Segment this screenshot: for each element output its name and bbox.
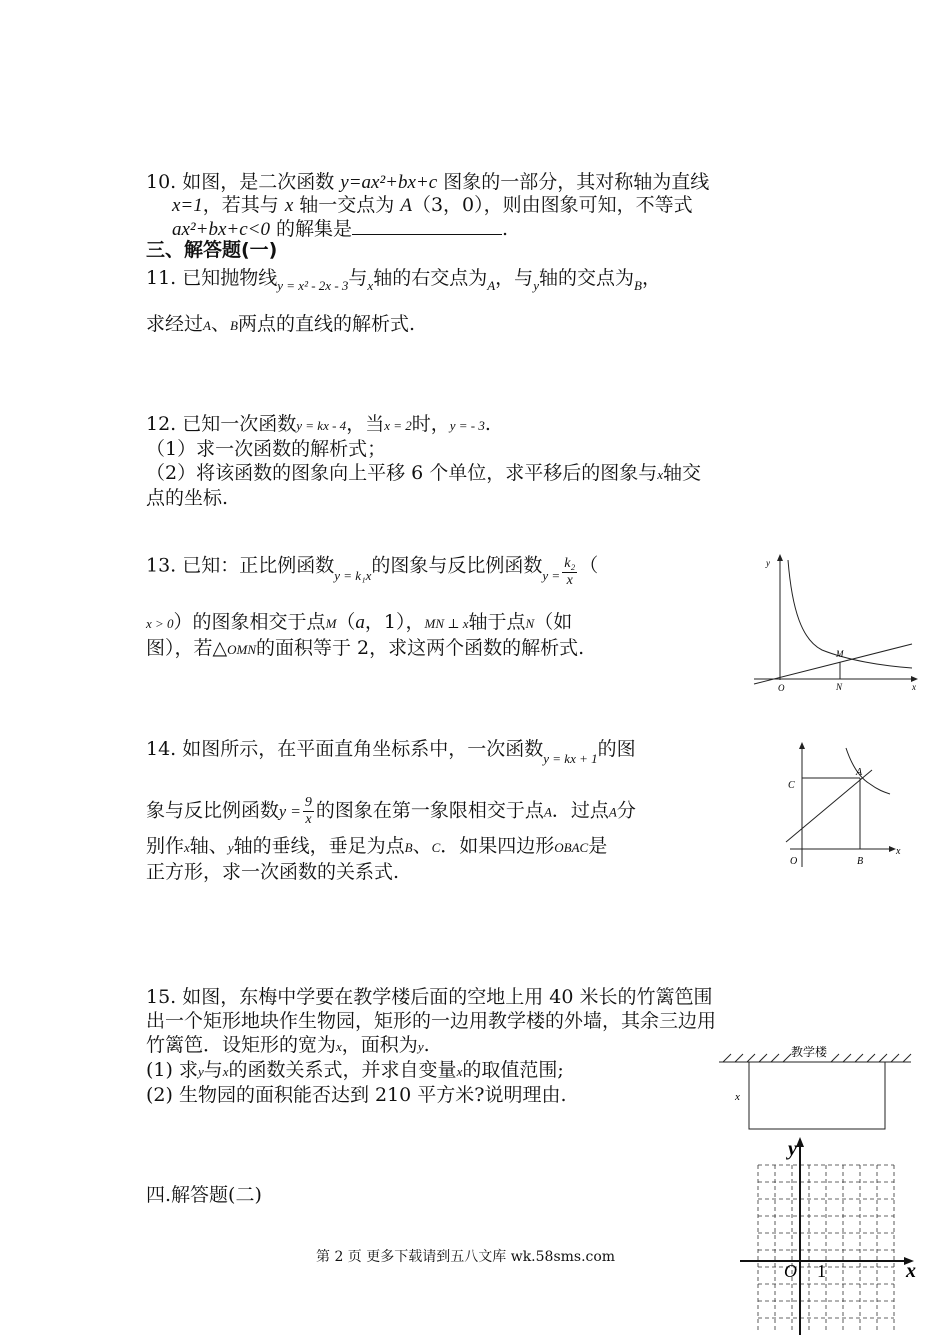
q14-line1: 14. 如图所示，在平面直角坐标系中，一次函数$_{y = kx + 1}$的图 [146, 738, 636, 766]
q11-line1: 11. 已知抛物线$_{y = x^2 - 2x - 3}$与$_x$轴的右交点为$_A$，与$_y$轴的交点为$_B$， [146, 267, 661, 293]
q12-part1: （1）求一次函数的解析式； [146, 438, 387, 460]
answer-blank [352, 216, 502, 235]
fig13-hyperbola [788, 560, 912, 668]
fig13-M-label: M [836, 649, 844, 659]
q13-line2: x > 0）的图象相交于点M（a，1），MN ⊥ x轴于点N（如 [146, 611, 573, 633]
figure-14 [780, 742, 910, 872]
grid-y-arrow [796, 1137, 804, 1147]
fig14-O-label: O [790, 856, 798, 867]
q12-part2-cont: 点的坐标. [146, 487, 229, 509]
fig14-hyperbola [846, 748, 890, 794]
q12-part2: （2）将该函数的图象向上平移 6 个单位，求平移后的图象与x轴交 [146, 462, 702, 484]
fig13-O-label: O [778, 683, 785, 693]
grid-one-label: 1 [817, 1261, 826, 1281]
fig15-rectangle [749, 1062, 885, 1129]
fig13-N-label: N [836, 682, 843, 692]
q13-line3: 图），若△OMN的面积等于 2，求这两个函数的解析式. [146, 637, 585, 659]
fraction-k2-over-x: $\frac{\text{k₂}}{x}$ [564, 556, 576, 588]
figure-grid [740, 1135, 925, 1340]
q10-line2: x=1，若其与 x 轴一交点为 A（3，0），则由图象可知，不等式 [172, 194, 693, 216]
q15-line3: 竹篱笆．设矩形的宽为x，面积为y. [146, 1034, 430, 1056]
figure-15 [715, 1040, 915, 1135]
q13-line1: 13. 已知：正比例函数$_{y = k_1x}$的图象与反比例函数$_{y =}$ $\frac{\text{k₂}}{x}$ （ [146, 554, 599, 588]
grid-y-label: y [788, 1138, 797, 1160]
grid-origin-label: O [784, 1261, 797, 1281]
q14-line2: 象与反比例函数y = $\frac{9}{x}$ 的图象在第一象限相交于点A．过点A分 [146, 795, 636, 827]
q10-line1: 10. 如图，是二次函数 y=ax²+bx+c 图象的一部分，其对称轴为直线 [146, 171, 710, 193]
fig14-B-label: B [857, 856, 864, 867]
q15-part2: (2) 生物园的面积能否达到 210 平方米?说明理由. [146, 1084, 567, 1106]
fig14-x-label: x [896, 846, 901, 857]
q12-line1: 12. 已知一次函数y = kx - 4，当x = 2时，y = - 3. [146, 413, 491, 435]
fig15-building-label: 教学楼 [791, 1045, 828, 1059]
fig13-x-label: x [912, 682, 916, 692]
q14-line4: 正方形，求一次函数的关系式. [146, 861, 400, 883]
q10-line3: ax²+bx+c<0 的解集是 . [172, 218, 509, 240]
grid-dashed-lines [758, 1165, 894, 1331]
section-3-heading: 三、解答题(一) [146, 239, 278, 261]
fig14-A-label: A [856, 767, 863, 778]
fig15-x-label: x [735, 1091, 740, 1103]
figure-13 [752, 550, 922, 695]
fig14-y-arrow [799, 742, 805, 749]
fig13-y-label: y [766, 558, 770, 568]
fig14-C-label: C [788, 780, 795, 791]
page-footer: 第 2 页 更多下载请到五八文库 wk.58sms.com [316, 1249, 616, 1265]
fig13-y-arrow [777, 554, 783, 561]
fig14-line [786, 770, 872, 842]
fig13-line [754, 644, 912, 684]
q15-line2: 出一个矩形地块作生物园，矩形的一边用教学楼的外墙，其余三边用 [146, 1010, 717, 1032]
fraction-9-over-x: $\frac{9}{x}$ [304, 795, 312, 827]
q15-line1: 15. 如图，东梅中学要在教学楼后面的空地上用 40 米长的竹篱笆围 [146, 986, 713, 1008]
q15-part1: (1) 求y与x的函数关系式，并求自变量x的取值范围; [146, 1059, 564, 1081]
grid-x-label: x [906, 1260, 916, 1282]
fig14-x-arrow [889, 846, 896, 852]
section-4-heading: 四.解答题(二) [146, 1184, 262, 1206]
q11-line2: 求经过A、B两点的直线的解析式. [146, 313, 415, 335]
q14-line3: 别作x轴、y轴的垂线，垂足为点B、C．如果四边形OBAC是 [146, 835, 608, 857]
